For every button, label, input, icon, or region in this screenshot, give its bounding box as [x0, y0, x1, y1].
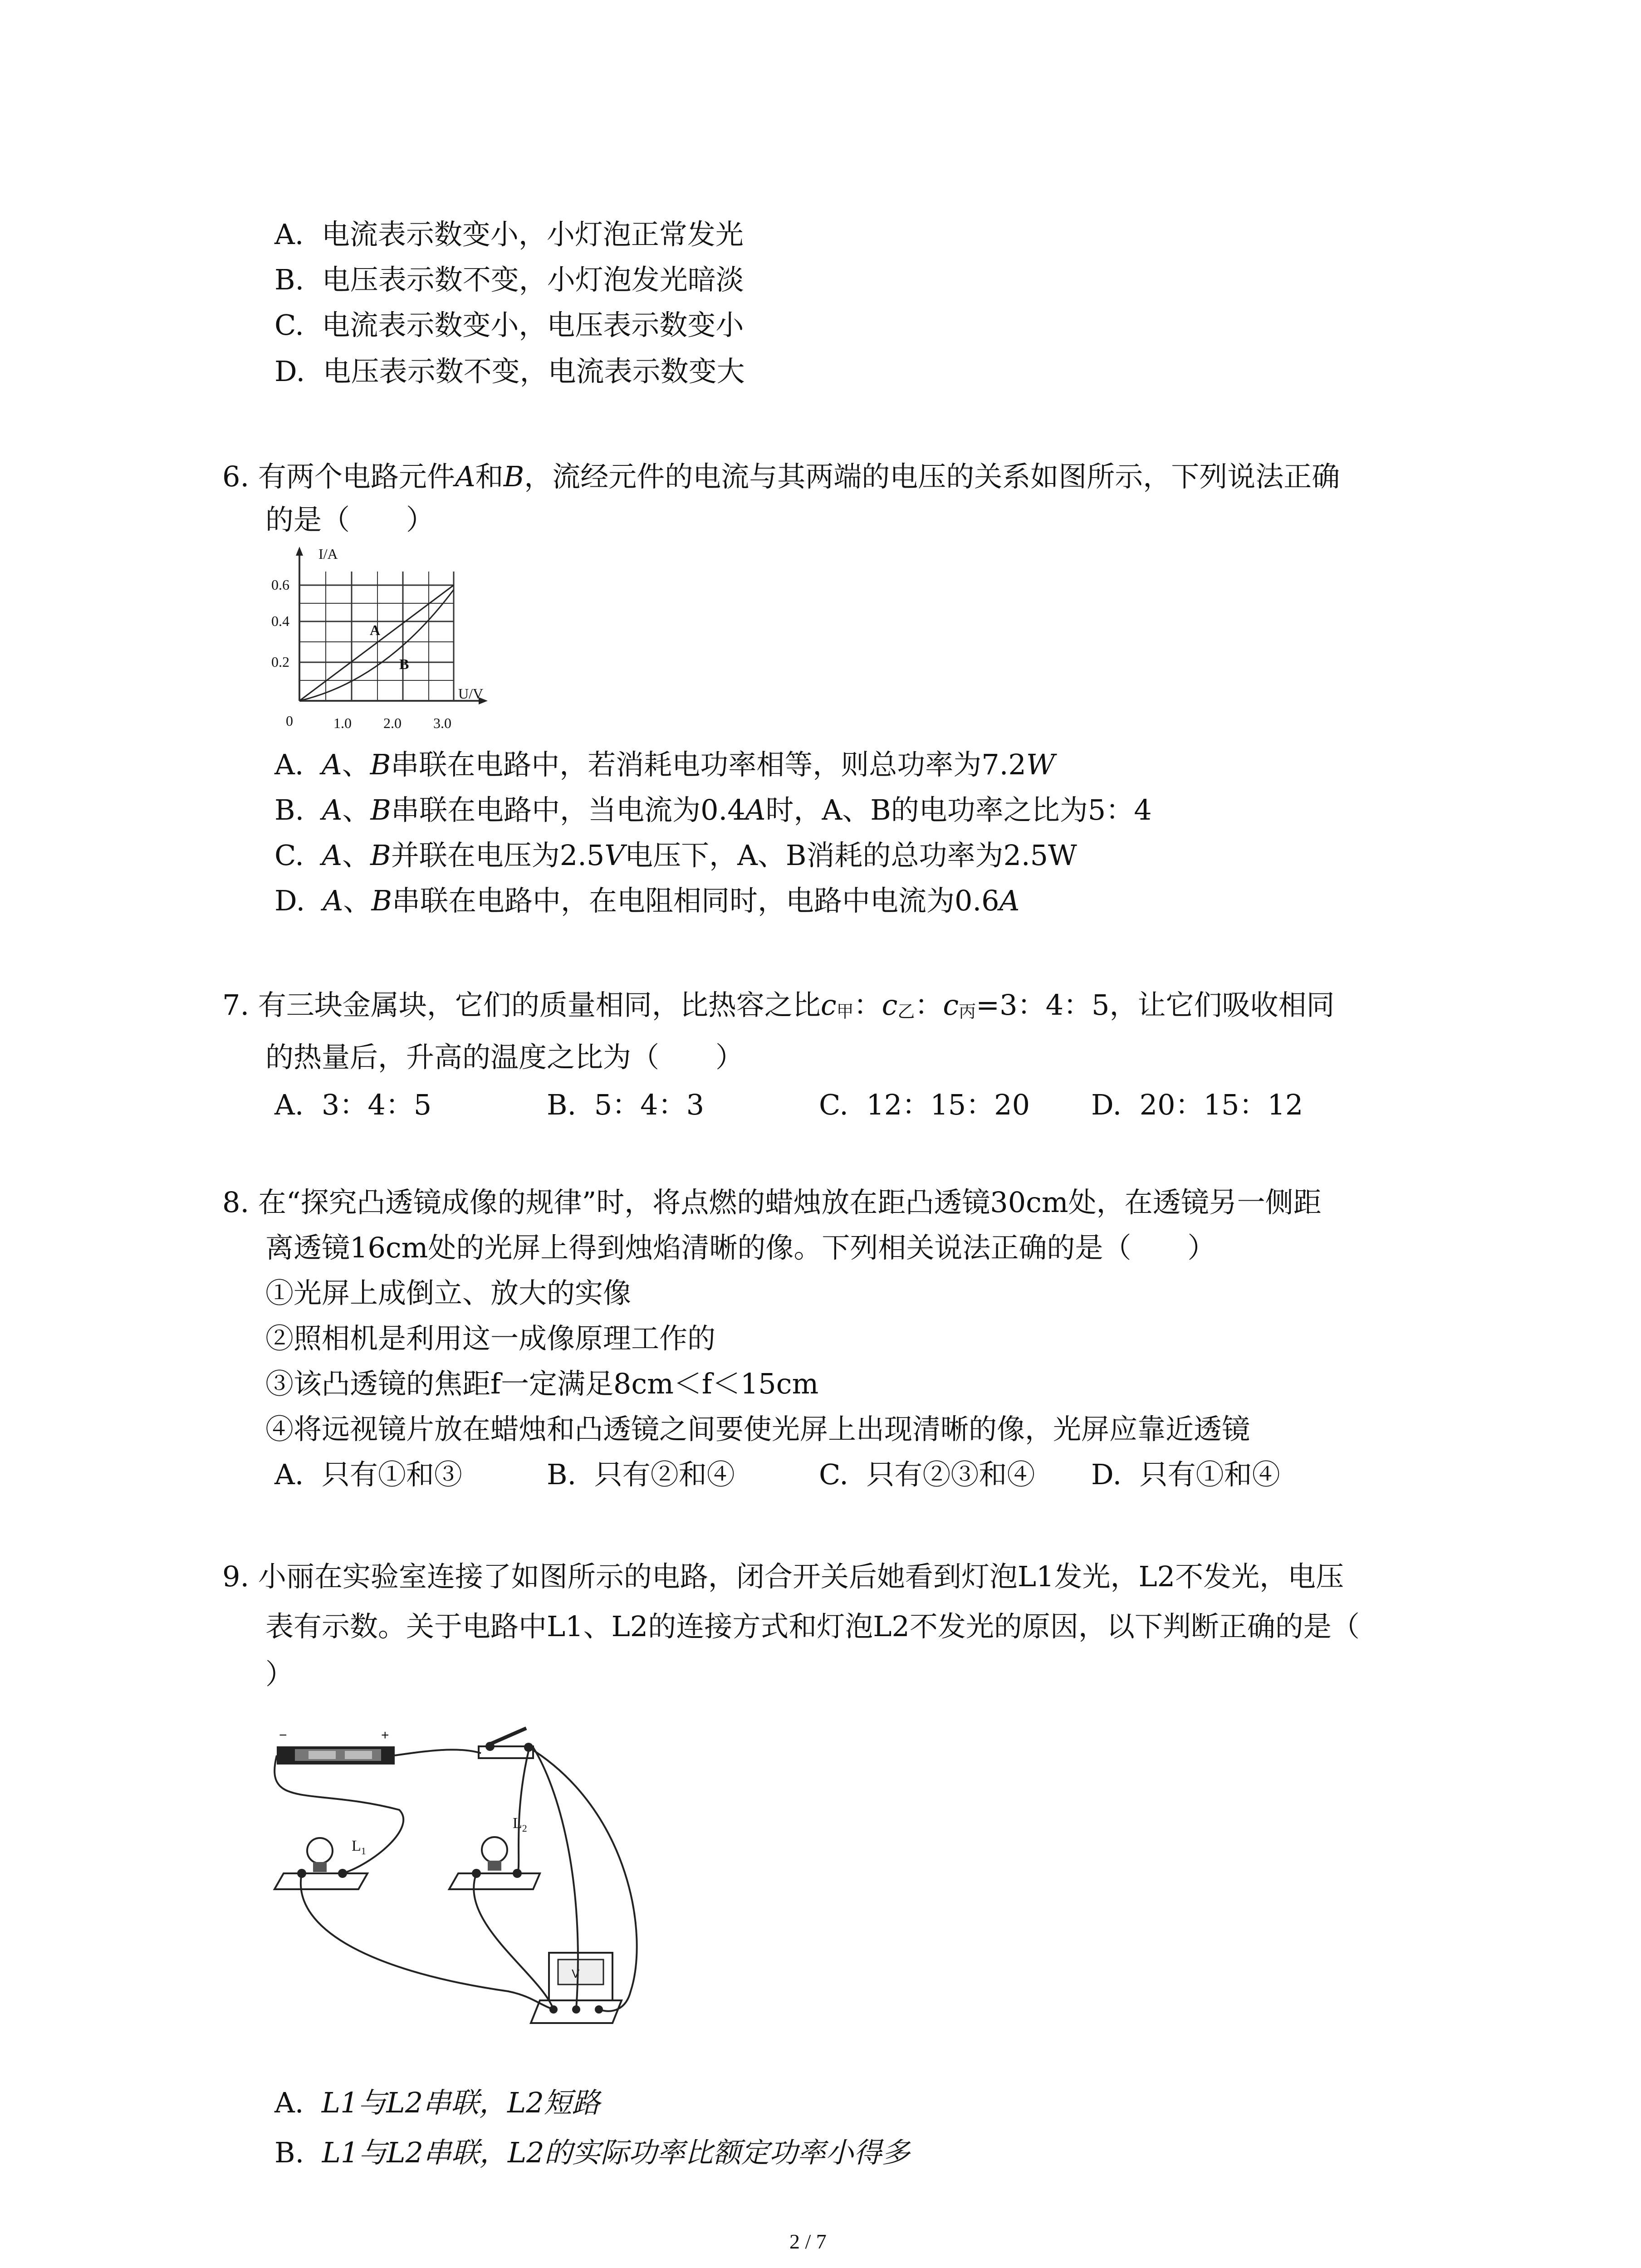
- stem-text: 有两个电路元件: [258, 460, 455, 493]
- option-text: 只有②和④: [594, 1458, 735, 1491]
- option-letter: D.: [274, 884, 305, 917]
- label-l1: $L_1$: [352, 1838, 366, 1857]
- option-letter: B.: [274, 793, 304, 826]
- unit: W: [1026, 748, 1055, 781]
- option-text: 电流表示数变小，电压表示数变小: [322, 308, 744, 342]
- battery-minus: −: [279, 1728, 287, 1743]
- option-text: 、: [342, 793, 371, 826]
- iu-graph: [268, 544, 504, 735]
- var: B: [370, 748, 391, 781]
- q9-stem-line2: 表有示数。关于电路中L1、L2的连接方式和灯泡L2不发光的原因，以下判断正确的是（: [265, 1610, 1360, 1643]
- origin-label: 0: [286, 713, 293, 729]
- option-text: 串联在电路中，当电流为: [391, 793, 701, 826]
- q5-option-b: [274, 263, 744, 296]
- q8-item-4: ④将远视镜片放在蜡烛和凸透镜之间要使光屏上出现清晰的像，光屏应靠近透镜: [265, 1413, 1250, 1446]
- x-tick: 1.0: [333, 715, 352, 731]
- option-text: 串联在电路中，若消耗电功率相等，则总功率为: [391, 748, 982, 781]
- option-text: L1与L2串联，L2的实际功率比额定功率小得多: [322, 2136, 910, 2169]
- curve-a: [299, 585, 454, 701]
- option-text: 只有①和④: [1139, 1458, 1280, 1491]
- unit: V: [604, 839, 625, 872]
- x-axis-label: U/V: [458, 685, 484, 702]
- var-b: B: [503, 460, 524, 493]
- option-text: 时，A、B的电功率之比为5：4: [765, 793, 1152, 826]
- stem-text: =3：4：5，让它们吸收相同: [976, 988, 1335, 1022]
- q9-option-b: [274, 2136, 910, 2169]
- stem-text: 有三块金属块，它们的质量相同，比热容之比: [258, 988, 821, 1022]
- option-value: 7.2: [981, 748, 1026, 781]
- option-text: 电流表示数变小，小灯泡正常发光: [321, 218, 744, 251]
- var-a: A: [455, 460, 475, 493]
- q8-choice-a: [274, 1458, 547, 1491]
- curve-b-label: B: [399, 656, 409, 672]
- question-number: 6.: [222, 460, 250, 493]
- q6-option-b: [274, 793, 1152, 826]
- subscript: 甲: [836, 1002, 854, 1022]
- q5-option-d: [274, 357, 745, 386]
- y-tick: 0.2: [271, 654, 289, 670]
- battery-plus: +: [381, 1728, 389, 1743]
- option-letter: A.: [274, 218, 304, 251]
- var: A: [321, 748, 342, 781]
- q7-choice-a: [274, 1088, 547, 1121]
- lamp-l2-icon: [449, 1837, 540, 1889]
- option-value: 0.6: [955, 884, 999, 917]
- var: B: [370, 839, 391, 872]
- q7-stem-line1: [222, 988, 1335, 1022]
- var-c: c: [943, 988, 959, 1022]
- stem-text: ，流经元件的电流与其两端的电压的关系如图所示，下列说法正确: [524, 460, 1340, 493]
- q5-option-c: [274, 308, 744, 342]
- q7-choice-b: [547, 1088, 819, 1121]
- switch-icon: [479, 1728, 533, 1758]
- option-text: 、: [342, 839, 371, 872]
- q9-option-a: [274, 2086, 600, 2119]
- option-value: 2.5: [559, 839, 605, 872]
- option-letter: B.: [547, 1458, 577, 1491]
- option-text: 电压下，A、B消耗的总功率为2.5W: [625, 839, 1077, 872]
- option-letter: C.: [819, 1088, 848, 1121]
- q6-stem-line2: 的是（ ）: [265, 503, 435, 536]
- option-letter: D.: [1091, 1088, 1122, 1121]
- y-tick: 0.6: [271, 577, 289, 593]
- q8-item-3: ③该凸透镜的焦距f一定满足8cm＜f＜15cm: [265, 1367, 819, 1400]
- var: B: [370, 793, 392, 826]
- x-tick: 2.0: [383, 715, 402, 731]
- option-text: 5：4：3: [594, 1088, 705, 1121]
- var: A: [323, 884, 343, 917]
- subscript: 丙: [959, 1002, 976, 1022]
- var: B: [371, 884, 392, 917]
- var: A: [322, 793, 343, 826]
- option-value: 0.4: [700, 793, 745, 826]
- option-text: 20：15：12: [1139, 1088, 1303, 1121]
- question-number: 7.: [222, 988, 250, 1022]
- q8-choice-b: [547, 1458, 819, 1491]
- option-text: 串联在电路中，在电阻相同时，电路中电流为: [392, 884, 955, 917]
- q8-item-1: ①光屏上成倒立、放大的实像: [265, 1276, 632, 1310]
- option-letter: B.: [274, 263, 304, 296]
- option-letter: A.: [274, 748, 304, 781]
- q7-choice-c: [819, 1088, 1091, 1121]
- option-text: 并联在电压为: [391, 839, 560, 872]
- q6-option-d: [274, 884, 1020, 917]
- subscript: 乙: [897, 1002, 915, 1022]
- option-letter: D.: [274, 355, 305, 388]
- var-c: c: [882, 988, 898, 1022]
- q7-choices: [274, 1088, 1303, 1121]
- stem-text: 在“探究凸透镜成像的规律”时，将点燃的蜡烛放在距凸透镜30cm处，在透镜另一侧距: [258, 1186, 1322, 1219]
- q8-choice-c: [819, 1458, 1091, 1491]
- q7-choice-d: [1091, 1088, 1303, 1121]
- q8-choices: [274, 1458, 1280, 1491]
- option-text: 电压表示数不变，小灯泡发光暗淡: [322, 263, 744, 296]
- y-tick: 0.4: [271, 613, 289, 629]
- q6-stem-line1: [222, 460, 1340, 493]
- option-text: 12：15：20: [866, 1088, 1030, 1121]
- x-tick: 3.0: [433, 715, 451, 731]
- stem-text: ：: [853, 988, 882, 1022]
- question-number: 8.: [222, 1186, 250, 1219]
- voltmeter-label: V: [572, 1967, 580, 1980]
- option-letter: A.: [274, 1088, 304, 1121]
- option-letter: D.: [1091, 1458, 1122, 1491]
- option-letter: A.: [274, 2086, 304, 2119]
- option-letter: C.: [819, 1458, 848, 1491]
- q5-option-a: [274, 220, 744, 249]
- option-text: 只有②③和④: [866, 1458, 1035, 1491]
- var: A: [322, 839, 343, 872]
- option-letter: B.: [274, 2136, 304, 2169]
- battery-icon: [277, 1746, 395, 1765]
- q8-item-2: ②照相机是利用这一成像原理工作的: [265, 1322, 716, 1355]
- question-number: 9.: [222, 1560, 250, 1593]
- var-c: c: [820, 988, 837, 1022]
- option-text: 3：4：5: [321, 1088, 432, 1121]
- option-letter: B.: [547, 1088, 577, 1121]
- stem-text: 小丽在实验室连接了如图所示的电路，闭合开关后她看到灯泡L1发光，L2不发光，电压: [258, 1560, 1344, 1593]
- unit: A: [999, 884, 1020, 917]
- option-text: 只有①和③: [321, 1458, 462, 1491]
- label-l2: $L_2$: [513, 1815, 527, 1834]
- option-letter: A.: [274, 1458, 304, 1491]
- option-text: 电压表示数不变，电流表示数变大: [323, 355, 745, 388]
- stem-text: ：: [915, 988, 943, 1022]
- option-letter: C.: [274, 308, 304, 342]
- stem-text: 和: [475, 460, 504, 493]
- q8-stem-line2: 离透镜16cm处的光屏上得到烛焰清晰的像。下列相关说法正确的是（ ）: [265, 1231, 1216, 1264]
- circuit-figure: [268, 1719, 676, 2046]
- page-number: 2 / 7: [789, 2230, 827, 2253]
- q9-stem-line1: [222, 1560, 1344, 1593]
- voltmeter-icon: [531, 1953, 622, 2023]
- unit: A: [745, 793, 766, 826]
- curve-a-label: A: [370, 622, 381, 638]
- q9-stem-line3: ）: [265, 1657, 294, 1691]
- option-text: L1与L2串联，L2短路: [321, 2086, 600, 2119]
- option-letter: C.: [274, 839, 304, 872]
- q7-stem-line2: 的热量后，升高的温度之比为（ ）: [265, 1041, 744, 1074]
- q8-choice-d: [1091, 1458, 1280, 1491]
- option-text: 、: [342, 748, 370, 781]
- y-axis-label: I/A: [318, 546, 338, 562]
- q8-stem-line1: [222, 1188, 1322, 1217]
- q6-option-c: [274, 841, 1077, 870]
- q6-option-a: [274, 748, 1055, 781]
- option-text: 、: [343, 884, 372, 917]
